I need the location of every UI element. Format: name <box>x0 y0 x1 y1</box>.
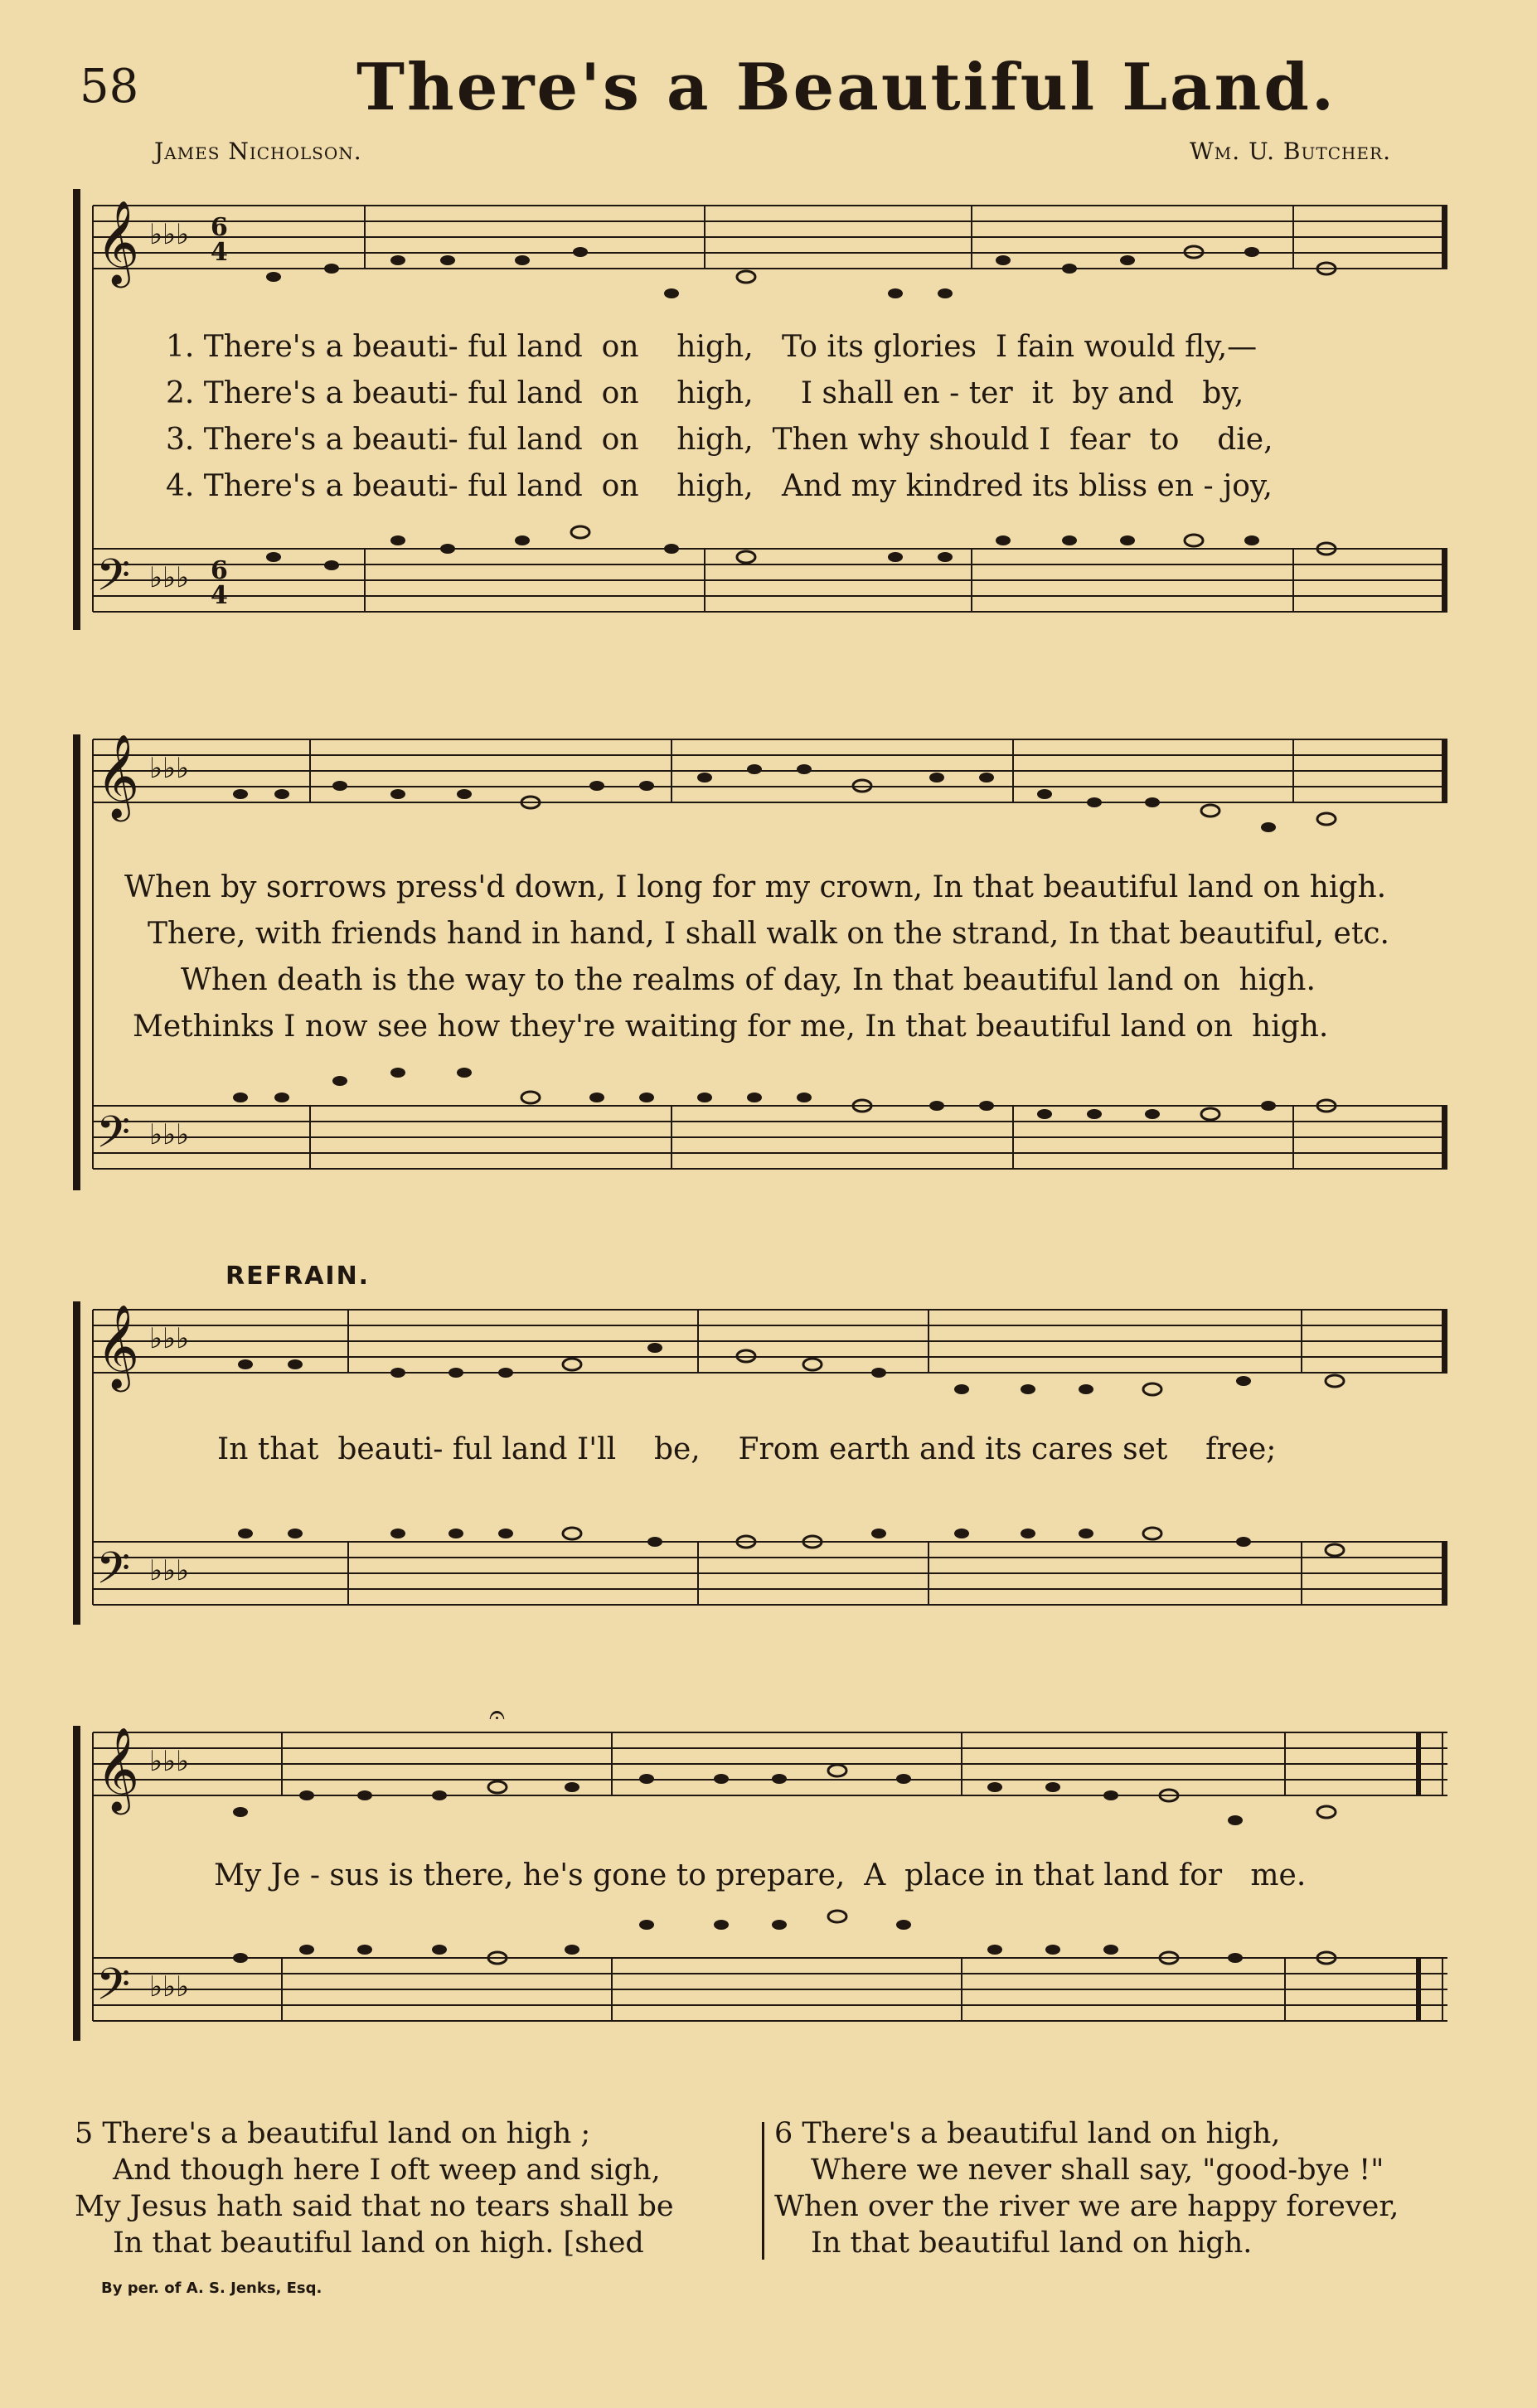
music-system-3 <box>0 1293 1537 1641</box>
composer-credit: Wm. U. Butcher. <box>1190 138 1391 165</box>
flat-sign-icon: ♭♭♭ <box>149 1322 190 1355</box>
verse-6-line-4: In that beautiful land on high. <box>811 2226 1253 2260</box>
flat-sign-icon: ♭♭♭ <box>149 1554 190 1587</box>
verse-5-line-2: And though here I oft weep and sigh, <box>113 2154 661 2187</box>
verse-6-line-3: When over the river we are happy forever, <box>774 2190 1399 2223</box>
treble-clef-icon: 𝄞 <box>96 1303 140 1388</box>
treble-staff-1 <box>93 206 1447 269</box>
staff-pair-1 <box>0 184 1537 648</box>
refrain-lyric-line-2: My Je - sus is there, he's gone to prepare, A place in that land for me. <box>214 1858 1307 1892</box>
verse-6 <box>774 2115 1399 2261</box>
bass-staff-1 <box>93 549 1447 612</box>
verse-lyric-line-1: 1. There's a beauti- ful land on high, To its glories I fain would fly,— <box>166 330 1258 364</box>
refrain-label: REFRAIN. <box>225 1262 371 1291</box>
time-signature-icon: 4 <box>211 238 228 267</box>
verse-divider <box>762 2122 764 2260</box>
bass-clef-icon: 𝄢 <box>96 1107 131 1169</box>
flat-sign-icon: ♭♭♭ <box>149 1970 190 2003</box>
treble-clef-icon: 𝄞 <box>96 199 140 284</box>
flat-sign-icon: ♭♭♭ <box>149 561 190 594</box>
treble-notes-1 <box>266 246 1336 298</box>
flat-sign-icon: ♭♭♭ <box>149 752 190 785</box>
music-system-1 <box>0 184 1537 648</box>
time-signature-icon: 4 <box>211 581 228 610</box>
music-system-2 <box>0 723 1537 1204</box>
verse-5 <box>75 2115 674 2261</box>
treble-clef-icon: 𝄞 <box>96 733 140 818</box>
verse-5-line-3: My Jesus hath said that no tears shall be <box>75 2190 674 2223</box>
bass-clef-icon: 𝄢 <box>96 550 131 612</box>
flat-sign-icon: ♭♭♭ <box>149 1118 190 1151</box>
flat-sign-icon: ♭♭♭ <box>149 218 190 251</box>
bass-clef-icon: 𝄢 <box>96 1543 131 1605</box>
refrain-lyric-line-1: In that beauti- ful land I'll be, From earth and its cares set free; <box>217 1432 1277 1466</box>
page-number: 58 <box>80 60 139 114</box>
author-credit: James Nicholson. <box>154 138 362 165</box>
verse-6-line-1: 6 There's a beautiful land on high, <box>774 2117 1281 2150</box>
time-signature-icon: 6 <box>211 556 228 585</box>
chorus-lyric-line-2: There, with friends hand in hand, I shall walk on the strand, In that beautiful, etc. <box>148 917 1389 951</box>
treble-clef-icon: 𝄞 <box>96 1726 140 1811</box>
verse-5-line-4: In that beautiful land on high. [shed <box>113 2226 644 2260</box>
hymn-title: There's a Beautiful Land. <box>356 50 1337 125</box>
chorus-lyric-line-3: When death is the way to the realms of day, In that beautiful land on high. <box>181 963 1316 997</box>
staff-pair-3 <box>0 1293 1537 1641</box>
bass-clef-icon: 𝄢 <box>96 1960 131 2021</box>
chorus-lyric-line-1: When by sorrows press'd down, I long for my crown, In that beautiful land on high. <box>124 870 1387 904</box>
verse-5-line-1: 5 There's a beautiful land on high ; <box>75 2117 591 2150</box>
permission-credit: By per. of A. S. Jenks, Esq. <box>101 2280 322 2297</box>
flat-sign-icon: ♭♭♭ <box>149 1745 190 1778</box>
verse-lyric-line-4: 4. There's a beauti- ful land on high, And my kindred its bliss en - joy, <box>166 469 1273 503</box>
verse-lyric-line-3: 3. There's a beauti- ful land on high, Then why should I fear to die, <box>166 423 1273 457</box>
time-signature-icon: 6 <box>211 213 228 242</box>
verse-lyric-line-2: 2. There's a beauti- ful land on high, I shall en - ter it by and by, <box>166 376 1244 410</box>
chorus-lyric-line-4: Methinks I now see how they're waiting for me, In that beautiful land on high. <box>133 1010 1329 1044</box>
verse-6-line-2: Where we never shall say, "good-bye !" <box>811 2154 1384 2187</box>
music-system-4 <box>0 1708 1537 2056</box>
fermata-icon: 𝄐 <box>489 1708 505 1732</box>
